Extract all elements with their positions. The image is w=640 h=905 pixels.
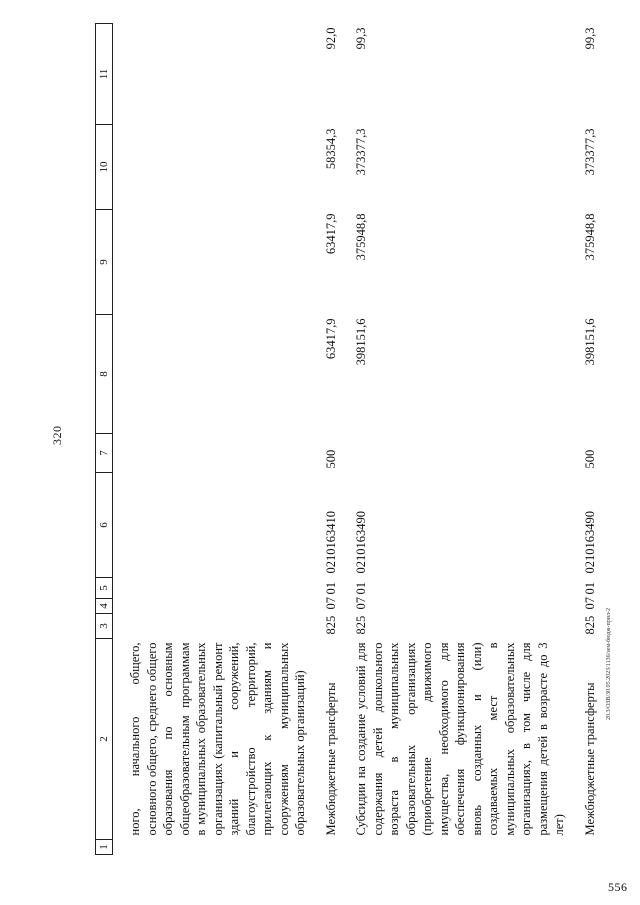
cell-value-8: 398151,6 [582,318,597,366]
row-description: ного, начального общего, основного общего, среднего общего образования по основным общеобразовательным программам в муниципальных образовательных организациях (капитальный ремонт зданий и сооружений, благоустройство территорий, прилегающих к зданиям и сооружениям муниципальных образовательных организаций) [128,642,307,836]
col-header-3: 3 [96,614,113,639]
cell-value-11: 99,3 [354,27,368,50]
table-row [582,24,599,855]
col-header-6: 6 [96,473,113,578]
col-header-11: 11 [96,24,113,125]
cell-ministry: 825 [354,615,368,635]
cell-ministry [127,614,309,639]
cell-target-article: 0210163410 [323,511,338,574]
cell-subsection [127,578,309,599]
cell-value-8: 63417,9 [323,318,338,360]
cell-ministry: 825 [582,615,597,635]
rotated-table-container [95,27,625,855]
row-description: Межбюджетные трансферты [582,682,597,836]
spacer [568,24,582,855]
col-header-2: 2 [96,639,113,840]
cell-expense-type: 500 [323,449,338,469]
cell-section: 07 [354,597,368,610]
row-description: Межбюджетные трансферты [323,682,338,836]
cell-subsection: 01 [323,582,338,595]
cell-section [127,599,309,614]
cell-value-8: 398151,6 [354,318,368,366]
cell-target-article: 0210163490 [354,511,368,574]
cell-expense-type [353,434,568,473]
col-header-5: 5 [96,578,113,599]
col-header-1: 1 [96,840,113,855]
cell-value-9: 63417,9 [323,213,338,255]
row-description: Субсидии на создание условий для содержания детей дошкольного возраста в муниципальных образовательных организациях (приобретение движимого имущества, необходимого для обеспечения функционирования вновь созданных и (или) создаваемых мест в муниципальных образовательных организациях, в том числе для размещения детей в возрасте до 3 лет) [354,642,566,836]
spacer [339,24,353,855]
table-row [323,24,340,855]
document-reference: 20.3/ОЗВ/30.05.2023/1136/зем-бюдж-прил-2 [606,608,612,720]
cell-value-11: 99,3 [582,27,597,50]
cell-value-8 [127,315,309,434]
cell-target-article: 0210163490 [582,511,597,574]
col-header-8: 8 [96,315,113,434]
spacer [113,24,128,855]
cell-value-10 [127,125,309,210]
budget-table [95,23,598,855]
cell-section: 07 [582,597,597,610]
table-row [353,24,568,855]
cell-expense-type: 500 [582,449,597,469]
column-number-row [96,24,113,855]
cell-expense-type [127,434,309,473]
cell-value-10: 58354,3 [323,128,338,170]
cell-value-9: 375948,8 [582,213,597,261]
col-header-9: 9 [96,210,113,315]
top-page-number: 320 [50,425,64,445]
table-row [127,24,309,855]
cell-subsection: 01 [354,582,368,595]
cell-value-10: 373377,3 [354,128,368,176]
cell-value-11 [127,24,309,125]
cell-value-11: 92,0 [323,27,338,50]
cell-value-10: 373377,3 [582,128,597,176]
col-header-4: 4 [96,599,113,614]
spacer [309,24,323,855]
cell-ministry: 825 [323,615,338,635]
col-header-7: 7 [96,434,113,473]
cell-value-9: 375948,8 [354,213,368,261]
cell-target-article [127,473,309,578]
cell-value-9 [127,210,309,315]
cell-subsection: 01 [582,582,597,595]
col-header-10: 10 [96,125,113,210]
bottom-page-number: 556 [608,880,628,894]
cell-section: 07 [323,597,338,610]
